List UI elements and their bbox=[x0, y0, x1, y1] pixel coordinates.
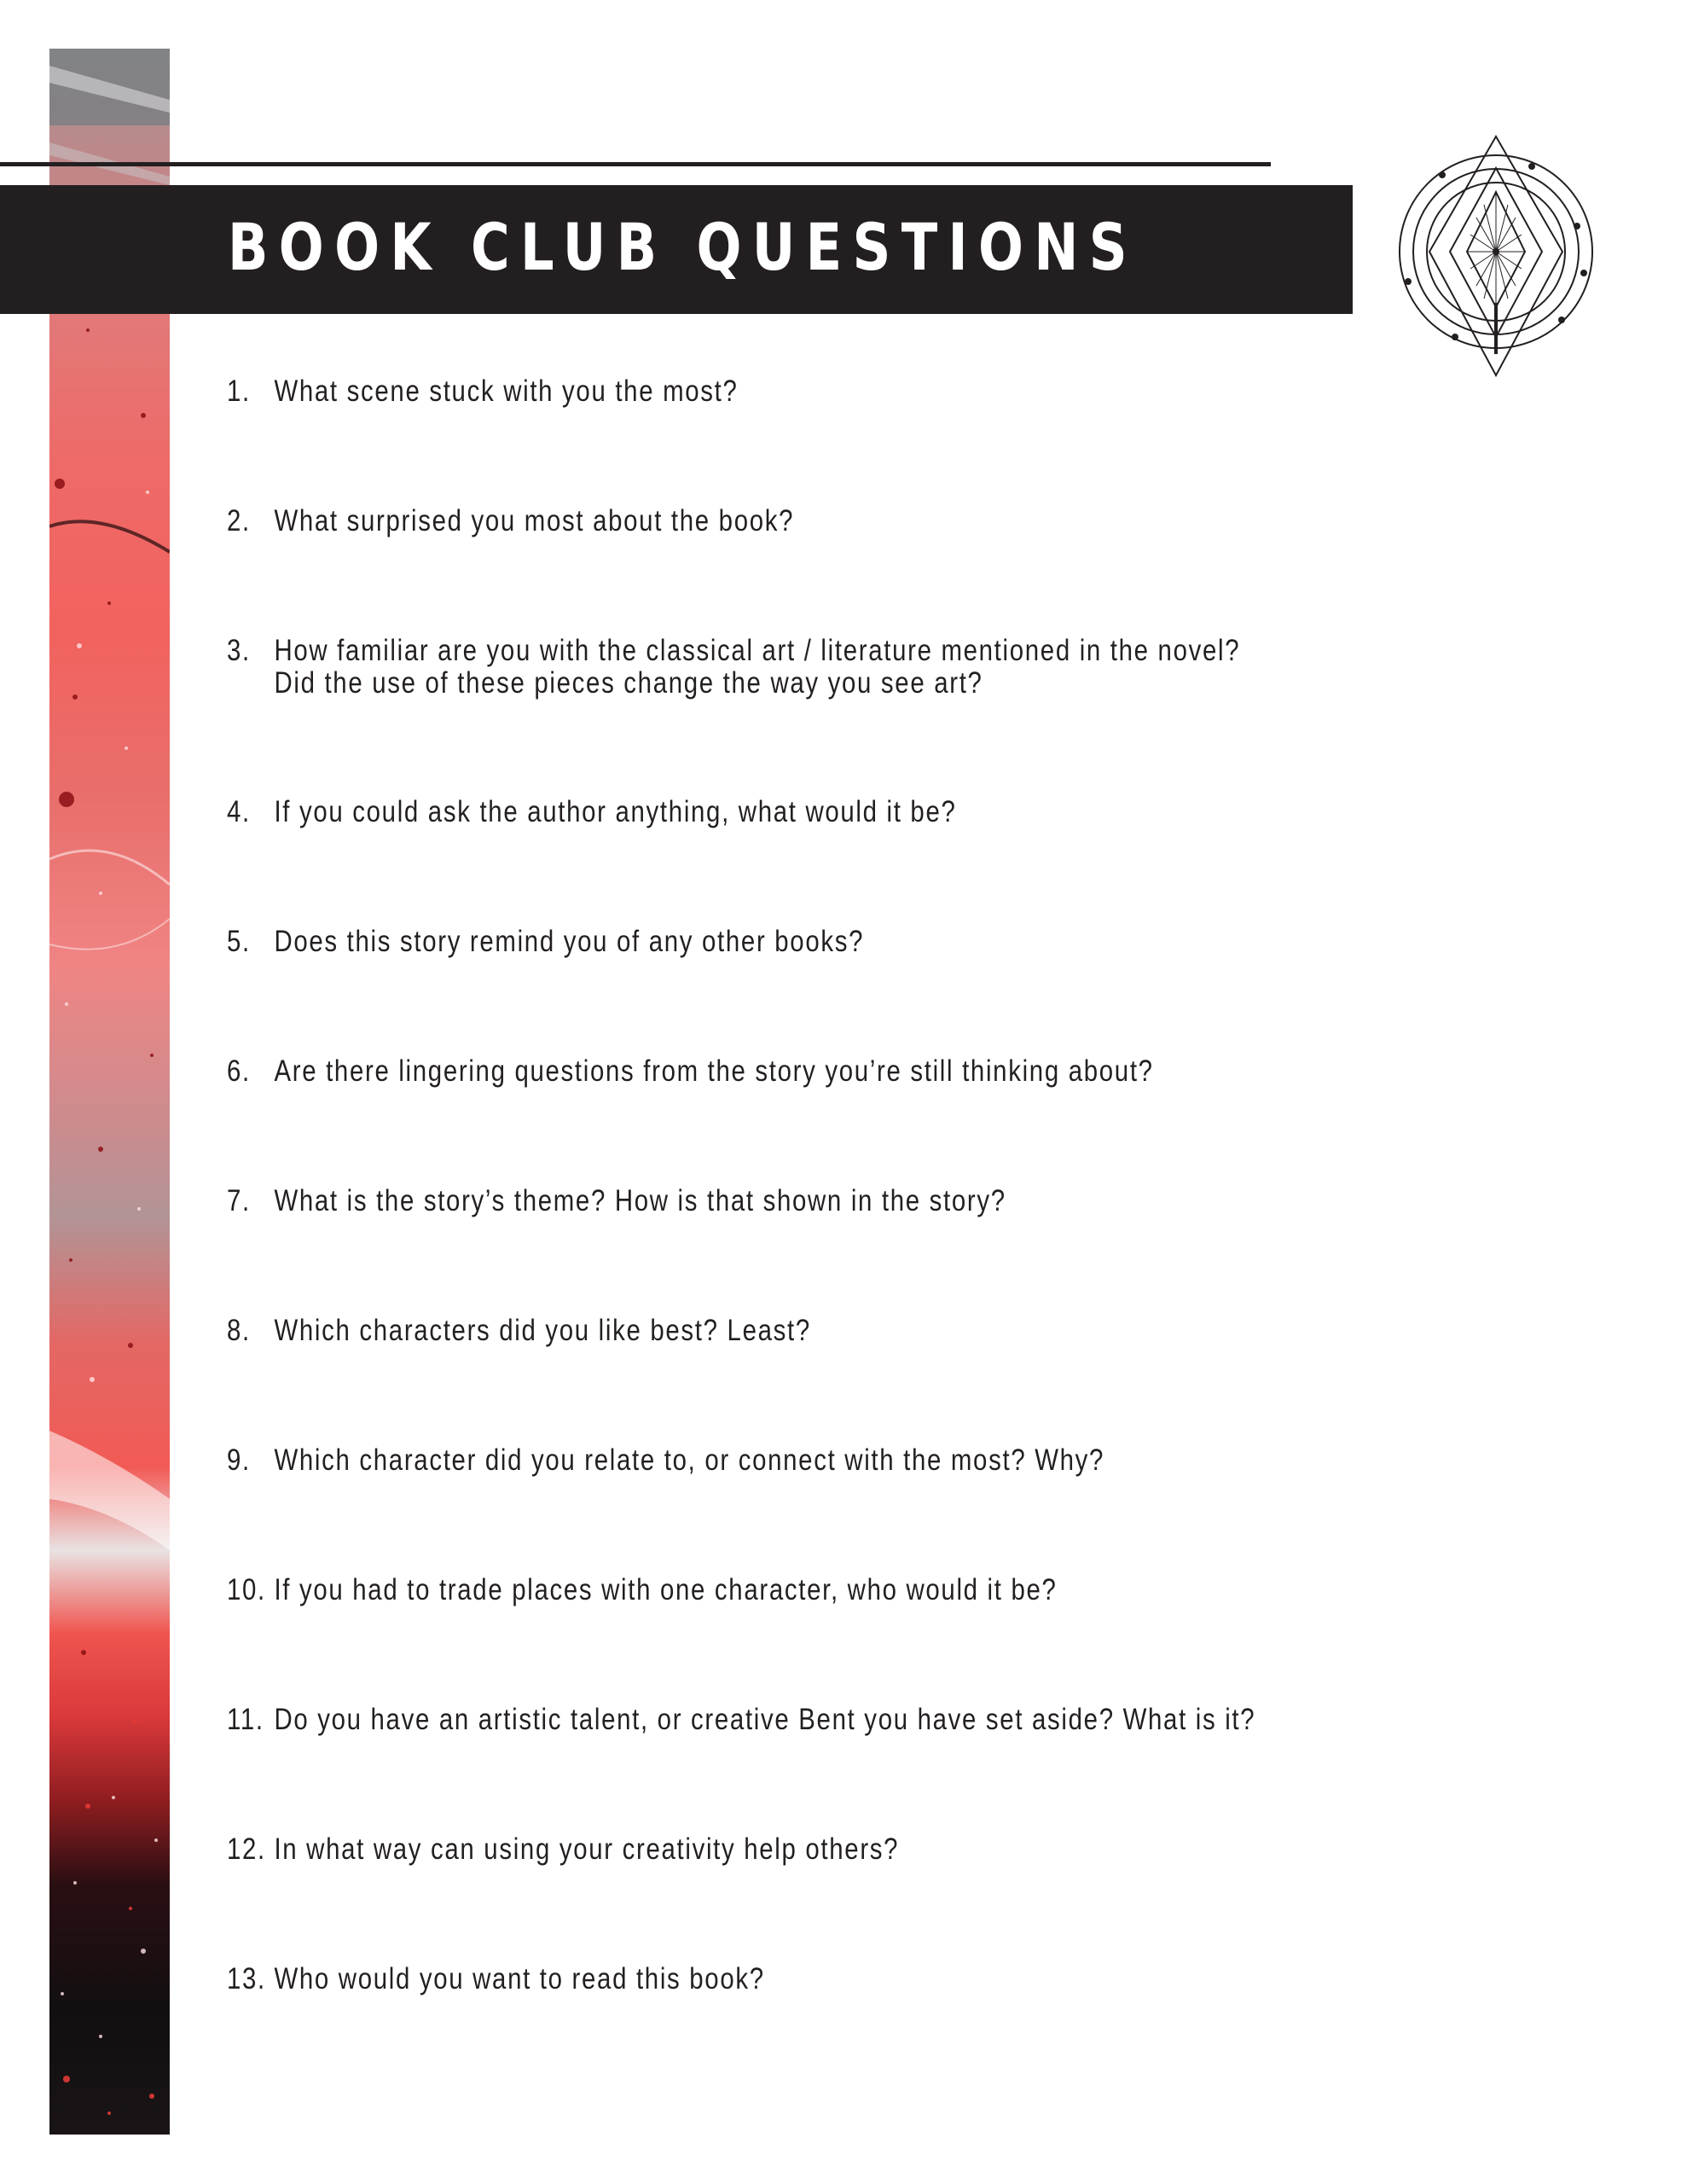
question-item bbox=[227, 635, 1240, 700]
question-item bbox=[227, 375, 739, 408]
question-text: Which characters did you like best? Least? bbox=[274, 1314, 811, 1347]
question-text: If you could ask the author anything, what would it be? bbox=[274, 795, 957, 828]
question-text: How familiar are you with the classical art / literature mentioned in the novel? bbox=[274, 634, 1241, 667]
question-number: 10. bbox=[227, 1573, 266, 1606]
question-number: 5. bbox=[227, 925, 251, 958]
question-item bbox=[227, 1315, 811, 1347]
question-item bbox=[227, 1833, 899, 1866]
paint-texture-image bbox=[49, 49, 170, 2135]
question-text-block bbox=[274, 635, 1240, 700]
question-text: If you had to trade places with one character, who would it be? bbox=[274, 1573, 1058, 1606]
question-text: Do you have an artistic talent, or creative Bent you have set aside? What is it? bbox=[274, 1703, 1256, 1736]
question-number: 6. bbox=[227, 1054, 251, 1088]
question-number: 13. bbox=[227, 1962, 266, 1995]
question-text: In what way can using your creativity help others? bbox=[274, 1833, 900, 1866]
decorative-paint-strip bbox=[49, 49, 170, 2135]
page-title: BOOK CLUB QUESTIONS bbox=[228, 209, 1138, 285]
question-text: What scene stuck with you the most? bbox=[274, 375, 739, 408]
diamond-compass-emblem-icon bbox=[1395, 132, 1597, 380]
question-item bbox=[227, 505, 794, 537]
question-number: 4. bbox=[227, 795, 251, 828]
question-number: 9. bbox=[227, 1443, 251, 1477]
question-item bbox=[227, 1055, 1154, 1088]
question-text-continued: Did the use of these pieces change the way you see art? bbox=[274, 666, 983, 700]
question-number: 7. bbox=[227, 1184, 251, 1217]
question-item bbox=[227, 796, 957, 828]
question-number: 2. bbox=[227, 504, 251, 537]
question-item bbox=[227, 1444, 1104, 1477]
question-item bbox=[227, 926, 864, 958]
question-item bbox=[227, 1963, 765, 1995]
question-text: Which character did you relate to, or connect with the most? Why? bbox=[274, 1443, 1105, 1477]
question-number: 11. bbox=[227, 1703, 264, 1736]
question-text: Who would you want to read this book? bbox=[274, 1962, 765, 1995]
question-number: 1. bbox=[227, 375, 251, 408]
question-text: Does this story remind you of any other books? bbox=[274, 925, 865, 958]
question-number: 3. bbox=[227, 634, 251, 667]
question-text: What is the story’s theme? How is that shown in the story? bbox=[274, 1184, 1006, 1217]
question-item bbox=[227, 1185, 1006, 1217]
question-item bbox=[227, 1704, 1255, 1736]
question-item bbox=[227, 1574, 1058, 1606]
question-text: Are there lingering questions from the story you’re still thinking about? bbox=[274, 1054, 1154, 1088]
question-number: 8. bbox=[227, 1314, 251, 1347]
top-rule-line bbox=[0, 162, 1271, 166]
question-text: What surprised you most about the book? bbox=[274, 504, 795, 537]
question-number: 12. bbox=[227, 1833, 266, 1866]
